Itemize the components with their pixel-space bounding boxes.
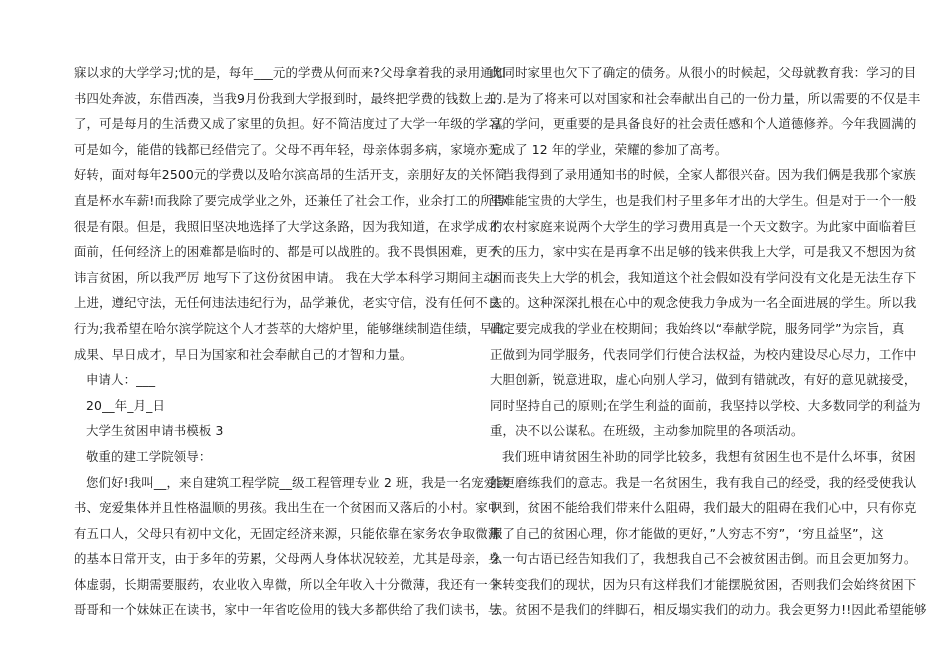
text-line: 的农村家庭来说两个大学生的学习费用真是一个天文数字。为此家中面临着巨 — [490, 218, 917, 234]
text-line: 行为;我希望在哈尔滨学院这个人才荟萃的大熔炉里，能够继续制造佳绩，早出 — [74, 320, 505, 336]
text-line: 富的学问，更重要的是具备良好的社会责任感和个人道德修养。今年我圆满的 — [490, 116, 917, 132]
text-line: 大胆创新，锐意进取，虚心向别人学习，做到有错就改，有好的意见就接受， — [490, 372, 917, 388]
text-line: 哥哥和一个妹妹正在读书，家中一年省吃俭用的钱大多都供给了我们读书，与 — [74, 602, 501, 618]
text-line: 上进，遵纪守法，无任何违法违纪行为，品学兼优，老实守信，没有任何不良 — [74, 295, 501, 311]
text-line: 好转，面对每年2500元的学费以及哈尔滨高昂的生活开支，亲朋好友的关怀简 — [74, 167, 508, 183]
text-line: 此同时家里也欠下了确定的债务。从很小的时候起，父母就教育我：学习的目 — [490, 65, 917, 80]
left-text-column — [74, 60, 513, 623]
text-line: 服了自己的贫困心理，你才能做的更好，”人穷志不穷”，‘穷且益坚”，这 — [490, 525, 884, 541]
text-line: 能更磨练我们的意志。我是一名贫困生，我有我自己的经受，我的经受使我认 — [490, 474, 917, 490]
text-line: 书四处奔波，东借西凑，当我9月份我到大学报到时，最终把学费的钱数上去 — [74, 90, 496, 106]
text-line: 您们好!我叫__，来自建筑工程学院__级工程管理专业 2 班，我是一名宠爱读 — [86, 474, 509, 490]
text-line: 重，决不以公谋私。在班级，主动参加院里的各项活动。 — [490, 423, 804, 439]
salutation-line: 敬重的建工学院领导： — [86, 448, 212, 464]
text-line: 同时坚持自己的原则;在学生利益的面前，我坚持以学校、大多数同学的利益为 — [490, 397, 921, 413]
text-line: 很是有限。但是，我照旧坚决地选择了大学这条路，因为我知道，在求学成才 — [74, 218, 501, 234]
section-heading: 大学生贫困申请书模板 3 — [86, 423, 224, 439]
text-line: 么一句古语已经告知我们了，我想我自己不会被贫困击倒。而且会更加努力。 — [490, 551, 917, 567]
text-line: 的基本日常开支，由于多年的劳累，父母两人身体状况较差，尤其是母亲，身 — [74, 551, 501, 567]
applicant-line: 申请人：___ — [86, 372, 156, 388]
text-line: 大的压力，家中实在是再拿不出足够的钱来供我上大学，可是我又不想因为贫 — [490, 244, 917, 260]
text-line: 里难能宝贵的大学生，也是我们村子里多年才出的大学生。但是对于一个一般 — [490, 192, 917, 208]
text-line: 正做到为同学服务，代表同学们行使合法权益，为校内建设尽心尽力，工作中 — [490, 346, 917, 362]
text-line: 困而丧失上大学的机会，我知道这个社会假如没有学问没有文化是无法生存下 — [490, 269, 917, 285]
right-text-column — [490, 60, 927, 623]
text-line: 确定要完成我的学业在校期间；我始终以“奉献学院，服务同学”为宗旨，真 — [490, 320, 905, 336]
text-line: 的.是为了将来可以对国家和社会奉献出自己的一份力量，所以需要的不仅是丰 — [490, 90, 921, 106]
text-line: 我们班申请贫困生补助的同学比较多，我想有贫困生也不是什么坏事，贫困 — [502, 448, 916, 464]
date-line: 20__年_月_日 — [86, 397, 166, 413]
text-line: 识到，贫困不能给我们带来什么阻碍，我们最大的阻碍在我们心中，只有你克 — [490, 500, 917, 516]
text-line: 来转变我们的现状，因为只有这样我们才能摆脱贫困，否则我们会始终贫困下 — [490, 576, 917, 592]
text-line: 去。贫困不是我们的绊脚石，相反塌实我们的动力。我会更努力!!因此希望能够 — [490, 602, 927, 618]
text-line: 书、宠爱集体并且性格温顺的男孩。我出生在一个贫困而又落后的小村。家中 — [74, 500, 501, 516]
text-line: 成果、早日成才，早日为国家和社会奉献自己的才智和力量。 — [74, 346, 413, 362]
text-line: 可是如今，能借的钱都已经借完了。父母不再年轻，母亲体弱多病，家境亦无 — [74, 141, 501, 157]
text-line: 寐以求的大学学习;忧的是，每年___元的学费从何而来?父母拿着我的录用通知 — [74, 65, 506, 80]
text-line: 体虚弱，长期需要服药，农业收入卑微，所以全年收入十分微薄，我还有一个 — [74, 576, 501, 592]
text-line: 讳言贫困，所以我严厉 地写下了这份贫困申请。 我在大学本科学习期间主动 — [74, 269, 497, 285]
text-line: 了，可是每月的生活费又成了家里的负担。好不简洁度过了大学一年级的学习。 — [74, 116, 513, 132]
text-line: 面前，任何经济上的困难都是临时的、都是可以战胜的。我不畏惧困难，更不 — [74, 244, 501, 260]
text-line: 直是杯水车薪!而我除了要完成学业之外，还兼任了社会工作，业余打工的所得 — [74, 192, 506, 208]
text-line: 完成了 12 年的学业，荣耀的参加了高考。 — [490, 141, 728, 157]
text-line: 去的。这种深深扎根在心中的观念使我力争成为一名全面进展的学生。所以我 — [490, 295, 917, 311]
text-line: 当我得到了录用通知书的时候，全家人都很兴奋。因为我们俩是我那个家族 — [502, 167, 916, 183]
text-line: 有五口人，父母只有初中文化，无固定经济来源，只能依靠在家务农争取微薄 — [74, 525, 501, 541]
